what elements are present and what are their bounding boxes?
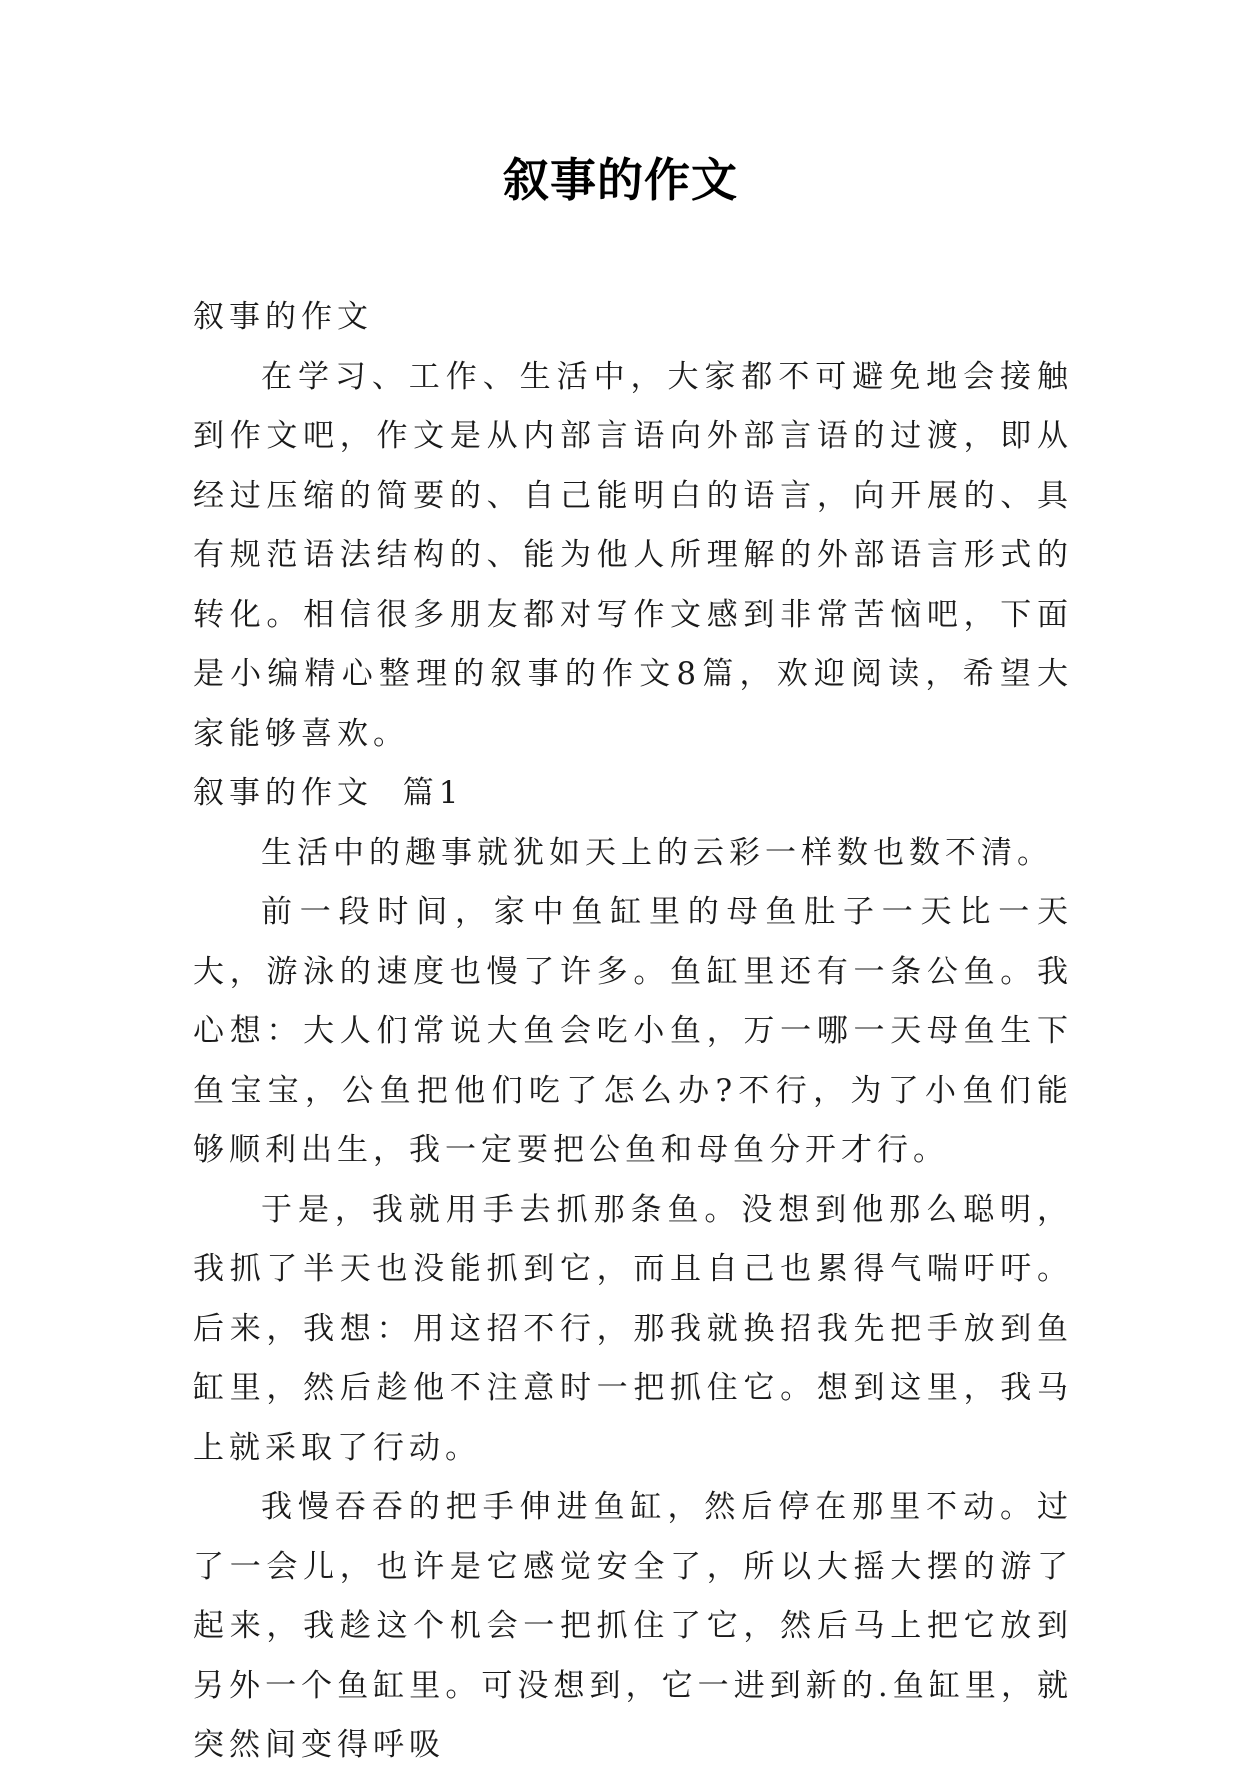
document-subtitle: 叙事的作文 [193,299,373,335]
section-paragraph: 我慢吞吞的把手伸进鱼缸，然后停在那里不动。过了一会儿，也许是它感觉安全了，所以大摇大摆的游了起来，我趁这个机会一把抓住了它，然后马上把它放到另外一个鱼缸里。可没想到，它一进到新的.鱼缸里，就突然间变得呼吸 [193,1489,1073,1763]
intro-paragraph: 在学习、工作、生活中，大家都不可避免地会接触到作文吧，作文是从内部言语向外部言语的过渡，即从经过压缩的简要的、自己能明白的语言，向开展的、具有规范语法结构的、能为他人所理解的外部语言形式的转化。相信很多朋友都对写作文感到非常苦恼吧，下面是小编精心整理的叙事的作文8篇，欢迎阅读，希望大家能够喜欢。 [193,358,1073,752]
section-heading: 叙事的作文 篇1 [193,775,464,811]
document-body [193,288,1073,1776]
section-paragraph: 生活中的趣事就犹如天上的云彩一样数也数不清。 [261,834,1053,871]
section-paragraph: 于是，我就用手去抓那条鱼。没想到他那么聪明，我抓了半天也没能抓到它，而且自己也累得气喘吁吁。后来，我想：用这招不行，那我就换招我先把手放到鱼缸里，然后趁他不注意时一把抓住它。想到这里，我马上就采取了行动。 [193,1191,1073,1466]
document-title: 叙事的作文 [503,153,738,207]
section-paragraph: 前一段时间，家中鱼缸里的母鱼肚子一天比一天大，游泳的速度也慢了许多。鱼缸里还有一条公鱼。我心想：大人们常说大鱼会吃小鱼，万一哪一天母鱼生下鱼宝宝，公鱼把他们吃了怎么办?不行，为了小鱼们能够顺利出生，我一定要把公鱼和母鱼分开才行。 [193,894,1073,1168]
